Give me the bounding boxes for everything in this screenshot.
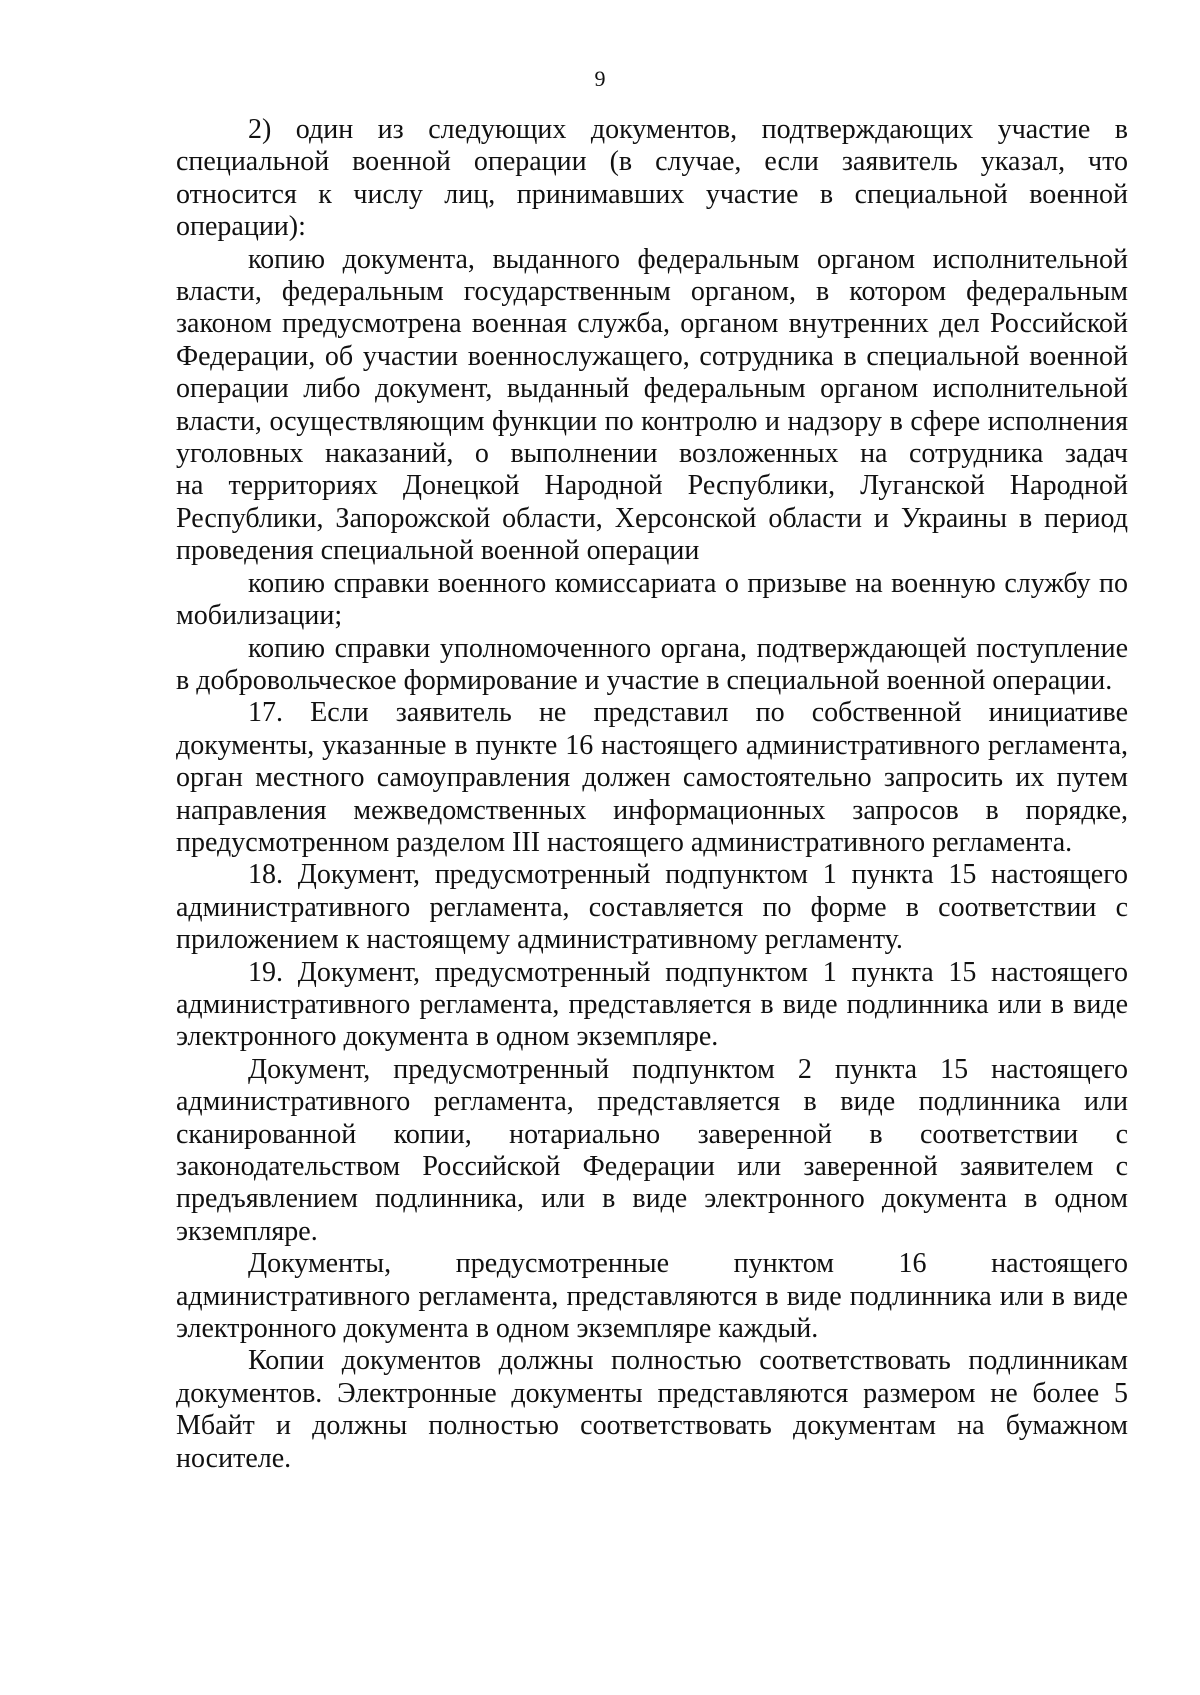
paragraph-clause-19: 19. Документ, предусмотренный подпунктом 1 пункта 15 настоящего административного регламента, представляется в виде подлинника или в виде электронного документа в одном экземпляре. [176, 956, 1128, 1053]
paragraph-copy-mobilization-certificate: копию справки военного комиссариата о призыве на военную службу по мобилизации; [176, 567, 1128, 632]
paragraph-clause-18: 18. Документ, предусмотренный подпунктом 1 пункта 15 настоящего административного регламента, составляется по форме в соответствии с приложением к настоящему административному регламенту. [176, 859, 1128, 956]
paragraph-item-2-documents: 2) один из следующих документов, подтверждающих участие в специальной военной операции (в случае, если заявитель указал, что относится к числу лиц, принимавших участие в специальной военной операции): [176, 114, 1128, 243]
paragraph-copy-federal-document: копию документа, выданного федеральным органом исполнительной власти, федеральным государственным органом, в котором федеральным законом предусмотрена военная служба, органом внутренних дел Российской Федерации, об участии военнослужащего, сотрудника в специальной военной операции либо документ, выданный федеральным органом исполнительной власти, осуществляющим функции по контролю и надзору в сфере исполнения уголовных наказаний, о выполнении возложенных на сотрудника задач [176, 243, 1128, 470]
paragraph-copies-requirements: Копии документов должны полностью соответствовать подлинникам документов. Электронные документы представляются размером не более 5 Мбайт и должны полностью соответствовать документам на бумажном носителе. [176, 1345, 1128, 1474]
paragraph-clause-17: 17. Если заявитель не представил по собственной инициативе документы, указанные в пункте 16 настоящего административного регламента, орган местного самоуправления должен самостоятельно запросить их путем направления межведомственных информационных запросов в порядке, предусмотренном разделом III настоящего административного регламента. [176, 697, 1128, 858]
page-number: 9 [594, 66, 606, 91]
paragraph-copy-volunteer-certificate: копию справки уполномоченного органа, подтверждающей поступление в добровольческое формирование и участие в специальной военной операции. [176, 632, 1128, 696]
paragraph-documents-clause-16: Документы, предусмотренные пунктом 16 настоящего административного регламента, представляются в виде подлинника или в виде электронного документа в одном экземпляре каждый. [176, 1248, 1128, 1345]
paragraph-document-subclause-2: Документ, предусмотренный подпунктом 2 пункта 15 настоящего административного регламента, представляется в виде подлинника или сканированной копии, нотариально заверенной в соответствии с законодательством Российской Федерации или заверенной заявителем с предъявлением подлинника, или в виде электронного документа в одном экземпляре. [176, 1053, 1128, 1247]
paragraph-territories-continuation: на территориях Донецкой Народной Республики, Луганской Народной Республики, Запорожской области, Херсонской области и Украины в период проведения специальной военной операции [176, 470, 1128, 567]
document-body [176, 114, 1128, 1475]
